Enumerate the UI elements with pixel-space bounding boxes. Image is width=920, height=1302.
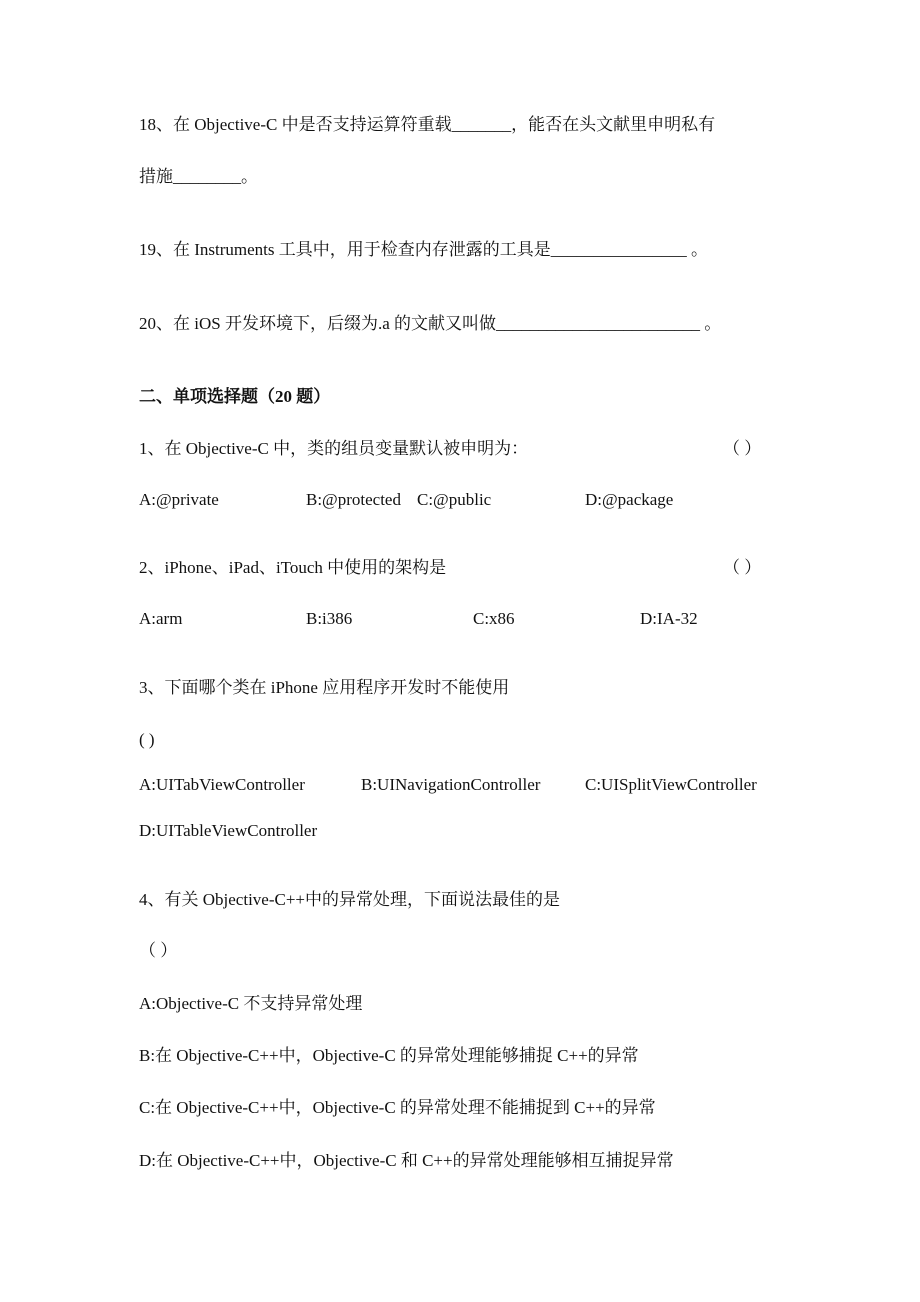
question-4-stem: 4、有关 Objective-C++中的异常处理，下面说法最佳的是 [139,890,561,909]
question-2-option-a: A:arm [139,609,183,628]
question-4-option-b: B:在 Objective-C++中，Objective-C 的异常处理能够捕捉 C++的异常 [139,1046,639,1065]
question-1-option-a: A:@private [139,490,219,509]
question-2-option-c: C:x86 [473,609,515,628]
question-4-option-c: C:在 Objective-C++中，Objective-C 的异常处理不能捕捉到 C++的异常 [139,1098,656,1117]
question-2-option-b: B:i386 [306,609,353,628]
question-1-option-d: D:@package [585,490,674,509]
question-1-stem: 1、在 Objective-C 中，类的组员变量默认被申明为： [139,439,529,458]
question-1-option-b: B:@protected [306,490,401,509]
question-18-line-2: 措施________。 [139,167,258,186]
question-3-option-a: A:UITabViewController [139,775,305,794]
question-3-stem: 3、下面哪个类在 iPhone 应用程序开发时不能使用 [139,678,510,697]
question-2-stem: 2、iPhone、iPad、iTouch 中使用的架构是 [139,558,447,577]
question-2-answer-paren: （ ） [723,558,762,577]
question-1-answer-paren: （ ） [723,439,762,458]
question-3-option-d: D:UITableViewController [139,821,318,840]
question-3-option-b: B:UINavigationController [361,775,541,794]
question-2-option-d: D:IA-32 [640,609,698,628]
section-title: 二、单项选择题（20 题） [139,387,331,406]
question-3-option-c: C:UISplitViewController [585,775,757,794]
question-4-answer-paren: （ ） [139,941,178,960]
question-4-option-a: A:Objective-C 不支持异常处理 [139,994,363,1013]
question-18-line-1: 18、在 Objective-C 中是否支持运算符重载_______，能否在头文献里申明私有 [139,115,716,134]
question-20: 20、在 iOS 开发环境下，后缀为.a 的文献又叫做________________________ 。 [139,314,722,333]
question-3-answer-paren: ( ) [139,730,155,749]
question-4-option-d: D:在 Objective-C++中，Objective-C 和 C++的异常处理能够相互捕捉异常 [139,1151,674,1170]
question-1-option-c: C:@public [417,490,492,509]
question-19: 19、在 Instruments 工具中，用于检查内存泄露的工具是________________ 。 [139,240,709,259]
